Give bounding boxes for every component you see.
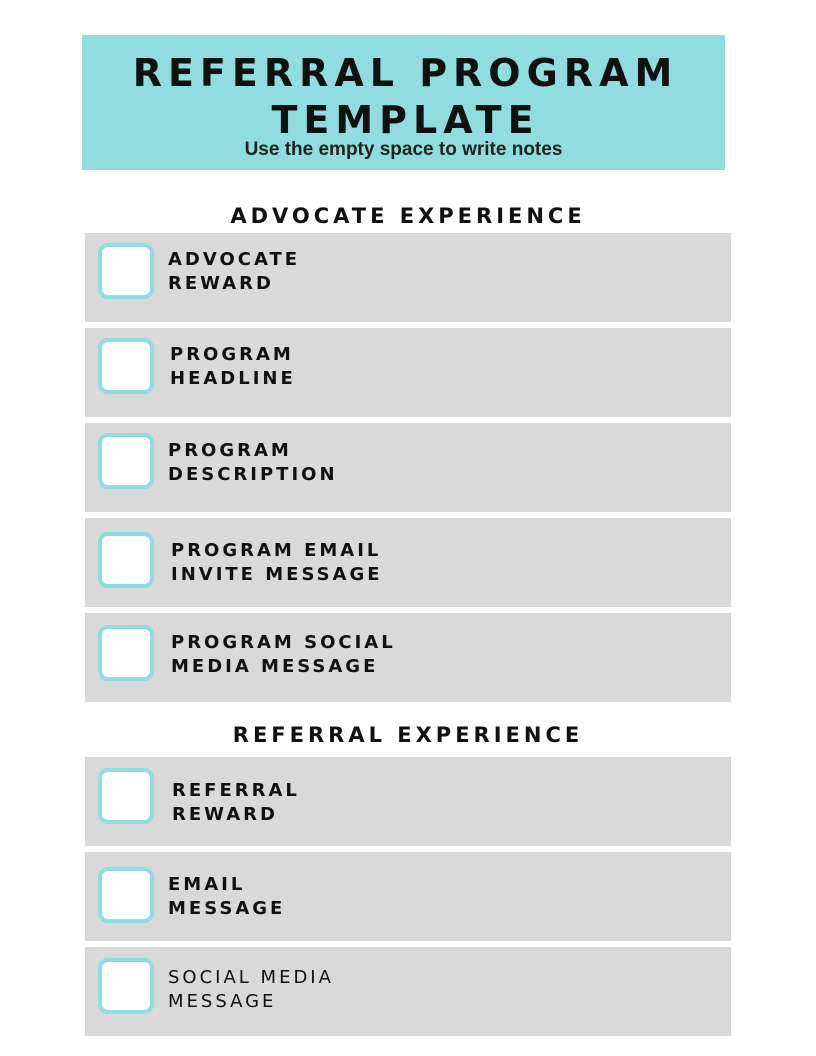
item-label: PROGRAM HEADLINE: [170, 344, 296, 389]
checkbox[interactable]: [98, 625, 154, 681]
item-label: PROGRAM EMAIL INVITE MESSAGE: [171, 540, 383, 585]
item-label: REFERRAL REWARD: [172, 780, 300, 825]
checklist-row-program-description: [85, 423, 731, 512]
checklist-row-program-social-media: [85, 613, 731, 702]
checklist-row-program-email-invite: [85, 518, 731, 607]
item-label: SOCIAL MEDIA MESSAGE: [168, 967, 334, 1012]
checklist-row-referral-reward: [85, 757, 731, 846]
page-title-line-1: REFERRAL PROGRAM: [132, 51, 679, 95]
advocate-section-heading: ADVOCATE EXPERIENCE: [230, 204, 586, 228]
page-title-line-2: TEMPLATE: [271, 98, 540, 142]
checkbox[interactable]: [98, 867, 154, 923]
checkbox[interactable]: [98, 958, 154, 1014]
checklist-row-email-message: [85, 852, 731, 941]
item-label: ADVOCATE REWARD: [168, 249, 301, 294]
header-banner: [82, 35, 725, 170]
checkbox[interactable]: [98, 338, 154, 394]
checkbox[interactable]: [98, 433, 154, 489]
referral-section-heading: REFERRAL EXPERIENCE: [232, 723, 584, 747]
checklist-row-advocate-reward: [85, 233, 731, 322]
item-label: PROGRAM SOCIAL MEDIA MESSAGE: [171, 632, 396, 677]
page-title: [82, 50, 725, 144]
checkbox[interactable]: [98, 532, 154, 588]
checkbox[interactable]: [98, 243, 154, 299]
checklist-row-social-media-message: [85, 947, 731, 1036]
item-label: PROGRAM DESCRIPTION: [168, 440, 338, 485]
checkbox[interactable]: [98, 768, 154, 824]
page-subtitle: Use the empty space to write notes: [244, 139, 563, 160]
checklist-row-program-headline: [85, 328, 731, 417]
item-label: EMAIL MESSAGE: [168, 874, 286, 919]
